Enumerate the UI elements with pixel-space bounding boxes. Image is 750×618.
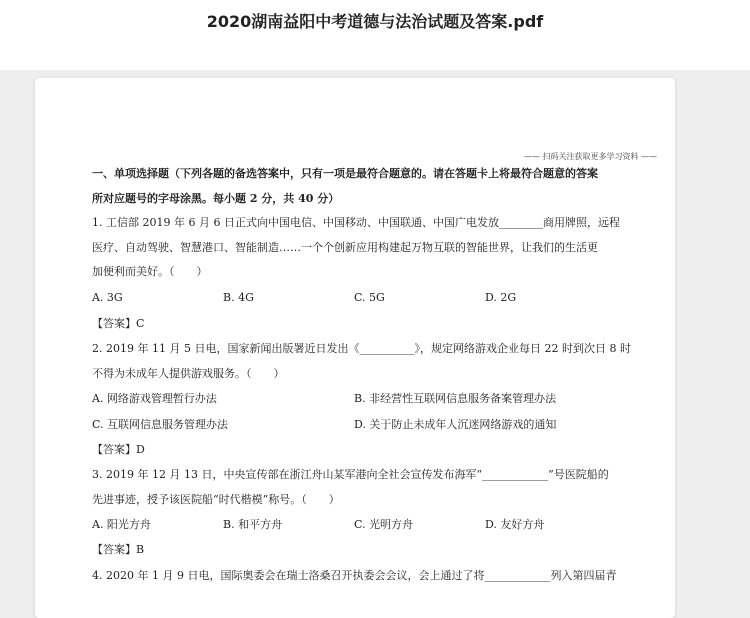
question-1-option-c: C. 5G	[354, 291, 385, 304]
question-3-option-c: C. 光明方舟	[354, 518, 414, 531]
question-3-option-a: A. 阳光方舟	[92, 518, 151, 531]
question-2-option-a: A. 网络游戏管理暂行办法	[92, 392, 217, 405]
question-1-answer: 【答案】C	[92, 317, 145, 330]
question-3-line-2: 先进事迹，授予该医院船“时代楷模”称号。（ ）	[92, 493, 340, 506]
question-2-line-1: 2. 2019 年 11 月 5 日电，国家新闻出版署近日发出《__________》，规定网络游戏企业每日 22 时到次日 8 时	[92, 342, 631, 355]
question-2-option-c: C. 互联网信息服务管理办法	[92, 418, 229, 431]
question-1-option-b: B. 4G	[223, 291, 254, 304]
question-2-answer: 【答案】D	[92, 443, 145, 456]
question-4-line-1: 4. 2020 年 1 月 9 日电，国际奥委会在瑞士洛桑召开执委会会议，会上通过了将____________列入第四届青	[92, 569, 617, 582]
question-1-line-2: 医疗、自动驾驶、智慧港口、智能制造……一个个创新应用构建起万物互联的智能世界，让我们的生活更	[92, 241, 598, 254]
document-title: 2020湖南益阳中考道德与法治试题及答案.pdf	[206, 12, 544, 31]
question-1-line-3: 加便利而美好。（ ）	[92, 265, 208, 278]
question-2-line-2: 不得为未成年人提供游戏服务。（ ）	[92, 367, 285, 380]
viewer-header	[0, 0, 750, 70]
question-3-answer: 【答案】B	[92, 543, 145, 556]
question-3-line-1: 3. 2019 年 12 月 13 日，中央宣传部在浙江舟山某军港向全社会宣传发布海军“____________”号医院船的	[92, 468, 609, 481]
question-3-option-b: B. 和平方舟	[223, 518, 283, 531]
question-2-option-b: B. 非经营性互联网信息服务备案管理办法	[354, 392, 557, 405]
question-1-line-1: 1. 工信部 2019 年 6 月 6 日正式向中国电信、中国移动、中国联通、中国广电发放________商用牌照，远程	[92, 216, 620, 229]
document-page	[35, 78, 675, 618]
section-heading-line-2: 所对应题号的字母涂黑。每小题 2 分，共 40 分）	[92, 192, 340, 205]
question-3-option-d: D. 友好方舟	[485, 518, 545, 531]
question-2-option-d: D. 关于防止未成年人沉迷网络游戏的通知	[354, 418, 557, 431]
question-1-option-d: D. 2G	[485, 291, 517, 304]
question-1-option-a: A. 3G	[92, 291, 123, 304]
section-heading-line-1: 一、单项选择题（下列各题的备选答案中，只有一项是最符合题意的。请在答题卡上将最符合题意的答案	[92, 167, 598, 180]
promo-banner: —— 扫码关注获取更多学习资料 ——	[523, 152, 657, 161]
